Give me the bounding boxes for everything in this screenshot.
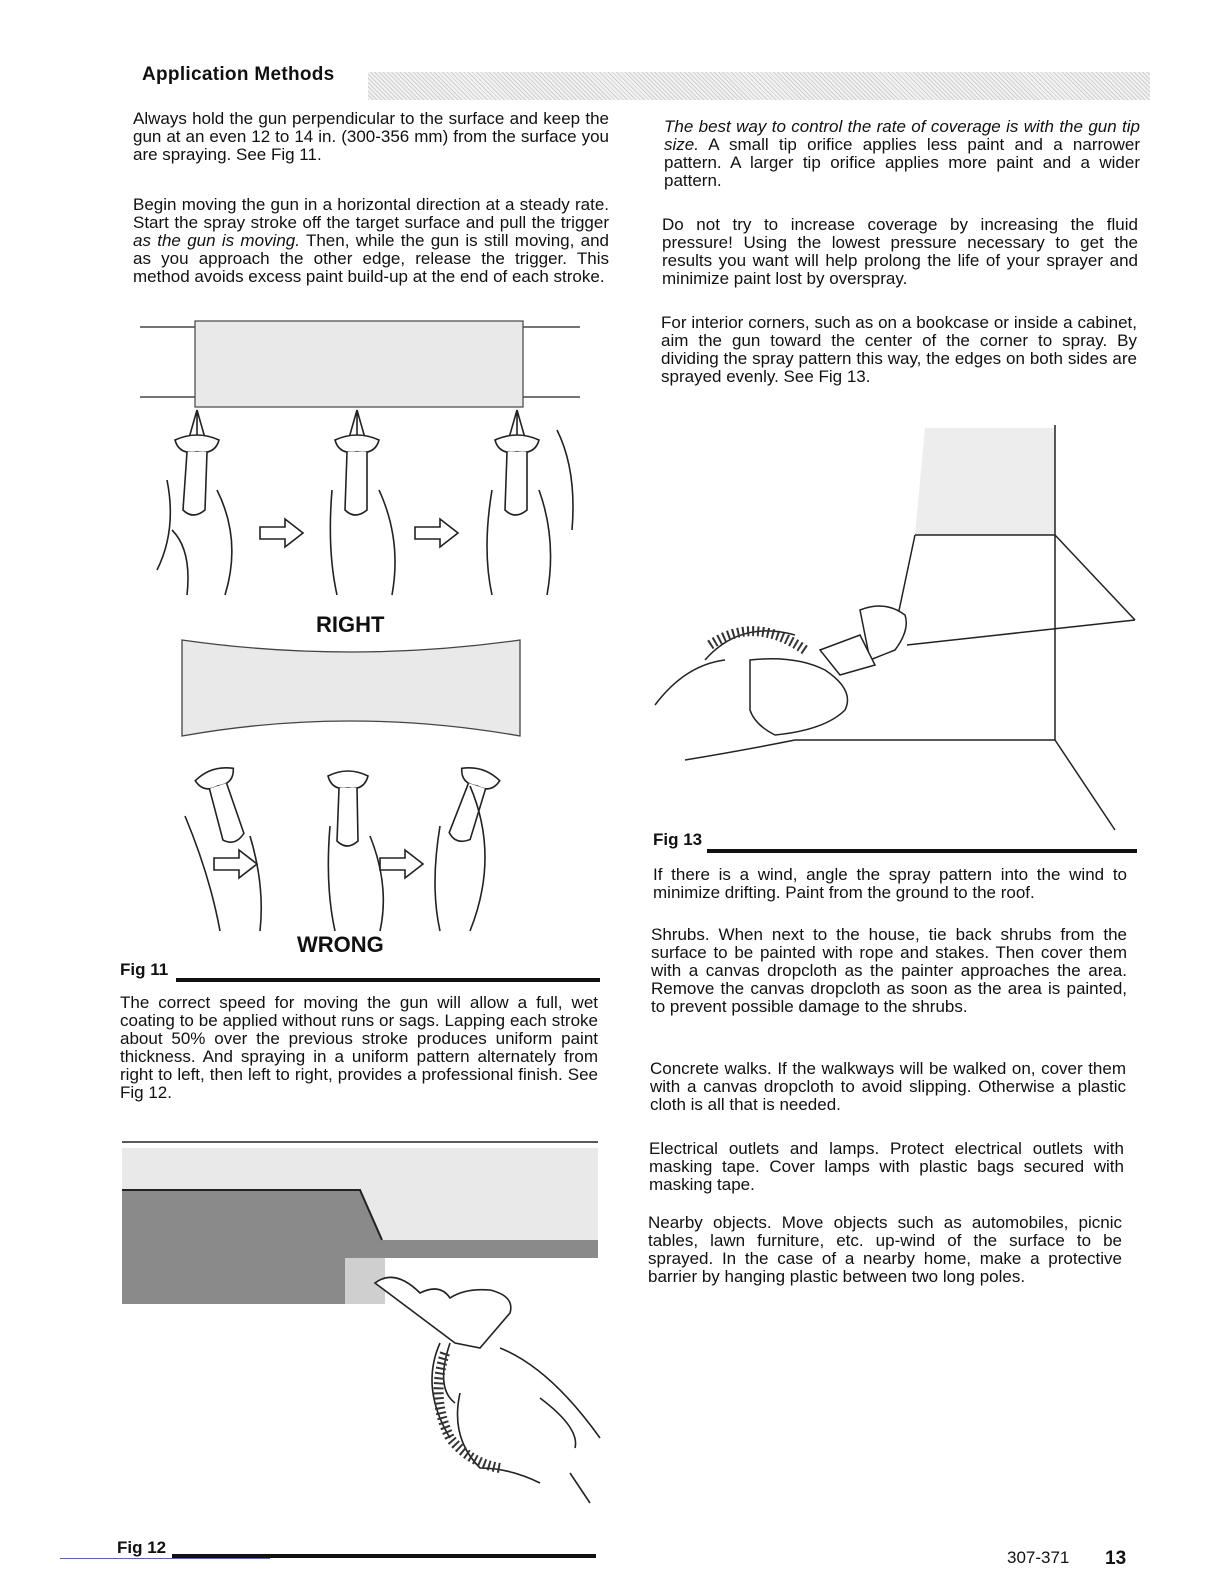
page-number: 13	[1105, 1548, 1127, 1569]
fig11-right-illustration	[125, 315, 590, 605]
left-paragraph-3: The correct speed for moving the gun will allow a full, wet coating to be applied without runs or sags. Lapping each stroke about 50% over the previous stroke produces uniform paint thickness. And spraying in a uniform pattern alternately from right to left, then left to right, provides a professional finish. See Fig 12.	[120, 993, 598, 1102]
fig11-right-label: RIGHT	[316, 612, 385, 637]
document-number: 307-371	[1007, 1548, 1070, 1567]
fig13-rule	[707, 849, 1137, 853]
fig11-label: Fig 11	[120, 960, 169, 979]
right-paragraph-shrubs: Shrubs. When next to the house, tie back shrubs from the surface to be painted with rope and stakes. Then cover them with a canvas dropcloth as the painter approaches the area. Remove the canvas dropcloth as soon as the area is painted, to prevent possible damage to the shrubs.	[651, 925, 1127, 1016]
right-paragraph-4: If there is a wind, angle the spray pattern into the wind to minimize drifting. Paint from the ground to the roof.	[653, 865, 1127, 902]
right-paragraph-2: Do not try to increase coverage by increasing the fluid pressure! Using the lowest pressure necessary to get the results you want will help prolong the life of your sprayer and minimize paint lost by overspray.	[662, 215, 1138, 288]
fig11-rule	[176, 978, 600, 982]
fig13-illustration	[645, 420, 1145, 840]
fig11-wrong-label: WRONG	[297, 932, 384, 957]
right-paragraph-nearby: Nearby objects. Move objects such as automobiles, picnic tables, lawn furniture, etc. up-wind of the surface to be sprayed. In the case of a nearby home, make a protective barrier by hanging plastic between two long poles.	[648, 1213, 1122, 1286]
right-paragraph-3: For interior corners, such as on a bookcase or inside a cabinet, aim the gun toward the center of the corner to spray. By dividing the spray pattern this way, the edges on both sides are sprayed evenly. See Fig 13.	[661, 313, 1137, 386]
left-paragraph-2: Begin moving the gun in a horizontal direction at a steady rate. Start the spray stroke off the target surface and pull the trigger as the gun is moving. Then, while the gun is still moving, and as you approach the other edge, release the trigger. This method avoids excess paint build-up at the end of each stroke.	[133, 195, 609, 286]
title-shading-bar	[368, 72, 1150, 100]
right-paragraph-concrete: Concrete walks. If the walkways will be walked on, cover them with a canvas dropcloth to avoid slipping. Otherwise a plastic cloth is all that is needed.	[650, 1059, 1126, 1114]
footer-thin-rule	[60, 1558, 270, 1559]
section-title: Application Methods	[142, 64, 335, 85]
fig12-illustration	[120, 1138, 600, 1523]
fig13-label: Fig 13	[653, 830, 703, 849]
fig11-wrong-illustration	[170, 636, 530, 936]
fig12-label: Fig 12	[117, 1538, 167, 1557]
right-paragraph-1: The best way to control the rate of coverage is with the gun tip size. A small tip orifice applies less paint and a narrower pattern. A larger tip orifice applies more paint and a wider pattern.	[664, 117, 1140, 190]
right-paragraph-electrical: Electrical outlets and lamps. Protect electrical outlets with masking tape. Cover lamps with plastic bags secured with masking tape.	[649, 1139, 1124, 1194]
left-paragraph-1: Always hold the gun perpendicular to the surface and keep the gun at an even 12 to 14 in. (300-356 mm) from the surface you are spraying. See Fig 11.	[133, 109, 609, 164]
